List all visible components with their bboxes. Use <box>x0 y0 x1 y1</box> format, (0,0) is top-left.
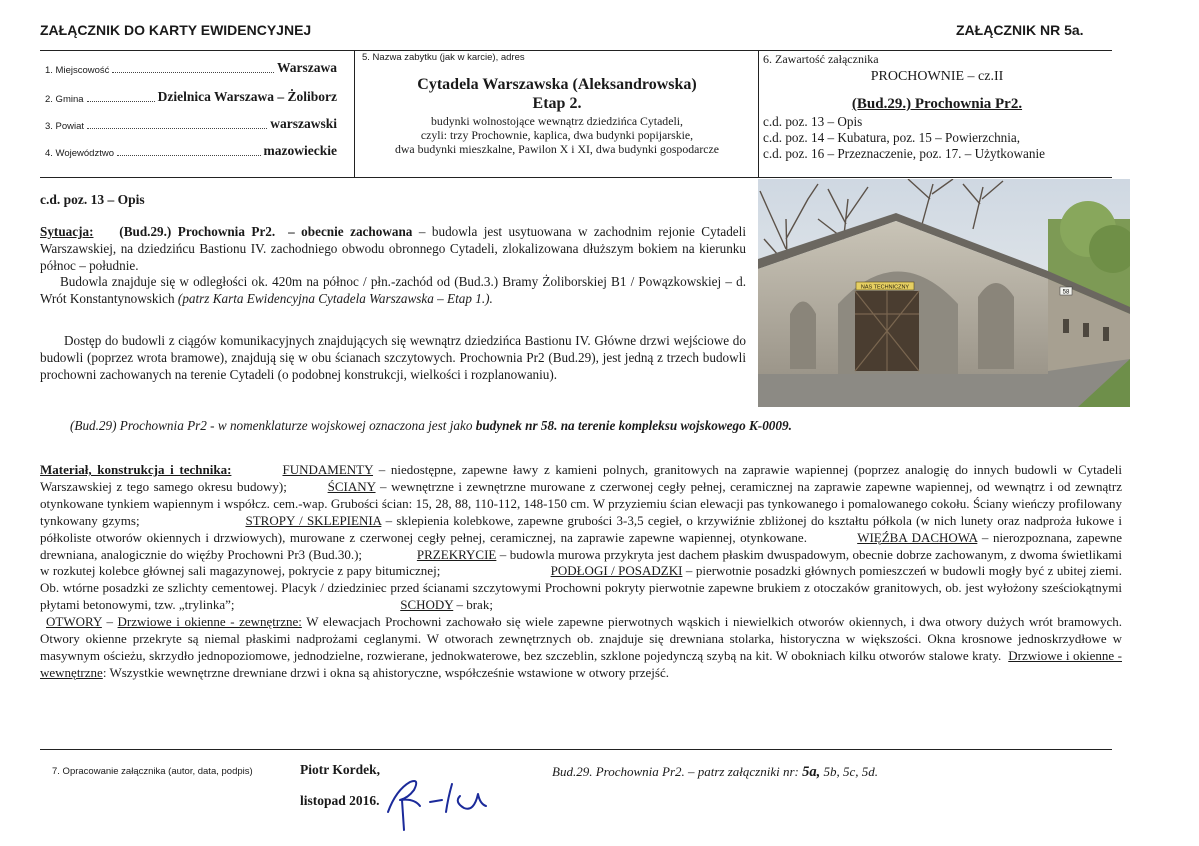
contents-label: 6. Zawartość załącznika <box>763 52 879 66</box>
field-miejscowosc: 1. Miejscowość Warszawa <box>45 60 337 76</box>
contents-title: PROCHOWNIE – cz.II <box>870 69 1004 84</box>
table-divider-1 <box>354 50 355 178</box>
contents-item: c.d. poz. 14 – Kubatura, poz. 15 – Powierzchnia, <box>763 130 1021 145</box>
contents-cell <box>763 52 1111 162</box>
monument-cell <box>358 52 756 156</box>
attachment-number: ZAŁĄCZNIK NR 5a. <box>956 22 1084 38</box>
monument-stage: Etap 2. <box>532 95 582 112</box>
contents-subtitle: (Bud.29.) Prochownia Pr2. <box>851 96 1023 112</box>
contents-item: c.d. poz. 13 – Opis <box>763 114 863 129</box>
document-title: ZAŁĄCZNIK DO KARTY EWIDENCYJNEJ <box>40 22 312 38</box>
field-powiat: 3. Powiat warszawski <box>45 116 337 132</box>
building-photo <box>758 179 1130 407</box>
footer-date: listopad 2016. <box>300 793 380 808</box>
monument-desc-1: budynki wolnostojące wewnątrz dziedzińca Cytadeli, <box>431 114 683 128</box>
field-wojewodztwo: 4. Województwo mazowieckie <box>45 143 337 159</box>
footer-author: Piotr Kordek, <box>300 762 380 777</box>
footer-separator <box>40 749 1112 750</box>
section-heading: c.d. poz. 13 – Opis <box>40 192 145 207</box>
field-gmina: 2. Gmina Dzielnica Warszawa – Żoliborz <box>45 89 337 105</box>
signature <box>380 772 500 832</box>
table-top-border <box>40 50 1112 51</box>
footer-references: Bud.29. Prochownia Pr2. – patrz załączniki nr: 5a, 5b, 5c, 5d. <box>552 764 879 780</box>
photo-number-plate: 58 <box>1062 289 1070 296</box>
nomenklatura-line: (Bud.29) Prochownia Pr2 - w nomenklaturze wojskowej oznaczona jest jako budynek nr 58. na terenie kompleksu wojskowego K-0009. <box>70 418 792 433</box>
contents-item: c.d. poz. 16 – Przeznaczenie, poz. 17. – Użytkowanie <box>763 146 1045 161</box>
sytuacja-location: Budowla znajduje się w odległości ok. 420m na północ / płn.-zachód od (Bud.3.) Bramy Żoliborskiej B1 / Powązkowskiej – d. Wrót Konstantynowskich (patrz Karta Ewidencyjna Cytadela Warszawska – Etap 1.). <box>40 274 746 306</box>
monument-desc-2: czyli: trzy Prochownie, kaplica, dwa budynki popijarskie, <box>420 128 694 142</box>
monument-desc-3: dwa budynki mieszkalne, Pawilon X i XI, dwa budynki gospodarcze <box>394 142 720 156</box>
footer-label: 7. Opracowanie załącznika (autor, data, podpis) <box>52 766 253 777</box>
monument-name: Cytadela Warszawska (Aleksandrowska) <box>417 76 697 93</box>
table-bottom-border <box>40 177 1112 178</box>
sytuacja-paragraph: Sytuacja: (Bud.29.) Prochownia Pr2. – obecnie zachowana – budowla jest usytuowana w zachodnim rejonie Cytadeli Warszawskiej, na dziedzińcu Bastionu IV. zachodniego obwodu obronnego Cytadeli, zlokalizowana dłuższym bokiem na kierunku północ – południe. <box>40 224 746 273</box>
dostep-paragraph: Dostęp do budowli z ciągów komunikacyjnych znajdujących się wewnątrz dziedzińca Bastionu IV. Główne drzwi wejściowe do budowli (poprzez wrota bramowe), znajdują się w obu ścianach szczytowych. Prochownia Pr2 (Bud.29), jest jedną z trzech budowli prochowni zachowanych na terenie Cytadeli (o podobnej konstrukcji, wielkości i rozplanowaniu). <box>40 333 746 382</box>
photo-sign: NAS TECHNICZNY <box>860 284 910 291</box>
table-divider-2 <box>758 50 759 178</box>
monument-label: 5. Nazwa zabytku (jak w karcie), adres <box>362 52 525 63</box>
material-paragraph: Materiał, konstrukcja i technika: FUNDAMENTY – niedostępne, zapewne ławy z kamieni polnych, granitowych na zaprawie wapiennej (poprzez analogię do innych budowli w Cytadeli Warszawskiej z tego samego okresu budowy); ŚCIANY – wewnętrzne i zewnętrzne murowane z czerwonej cegły pełnej, ceramicznej na zaprawie zapewne wapiennej, od wewnątrz i od zewnątrz otynkowane tynkiem wapiennym i współcz. cem.-wap. Grubości ścian: 15, 28, 88, 110-112, 148-150 cm. W przyziemiu ścian elewacji pas tynkowanego i pomalowanego cokołu. Ściany wieńczy profilowany tynkowany gzyms; STROPY / SKLEPIENIA – sklepienia kolebkowe, zapewne grubości 3-3,5 cegieł, o krzywiźnie zbliżonej do kształtu półkola (w nich lunety oraz nadproża łukowe i półkoliste otworów okiennych i drzwiowych), murowane z czerwonej cegły pełnej, ceramicznej, na zaprawie zapewne wapiennej, otynkowane. WIĘŹBA DACHOWA – nierozpoznana, zapewne drewniana, analogicznie do więźby Prochowni Pr3 (Bud.30.); PRZEKRYCIE – budowla murowa przykryta jest dachem płaskim dwuspadowym, obecnie dobrze zachowanym, z dwoma świetlikami w rozkutej kolebce głównej sali magazynowej, pokrycie z papy bitumicznej; PODŁOGI / POSADZKI – pierwotnie posadzki głównych pomieszczeń w budowli mogły być z ubitej ziemi. Ob. wtórne posadzki ze szlichty cementowej. Placyk / dziedziniec przed ścianami szczytowymi Prochowni pokryty pierwotnie zapewne brukiem z otoczaków granitowych, ob. jest wyłożony sześciokątnymi płytami betonowymi, tzw. „trylinka”; SCHODY – brak; OTWORY – Drzwiowe i okienne - zewnętrzne: W elewacjach Prochowni zachowało się wiele zapewne pierwotnych wąskich i niewielkich otworów okiennych, i dwa otwory dużych wrót bramowych. Otwory okienne przekryte są niemal płaskimi nadprożami ceglanymi. W otworach zewnętrznych ob. znajduje się drewniana stolarka, historyczna w większości. Okna krosnowe jednoskrzydłowe w masywnym ościeżu, skrzydło jednopoziomowe, jednodzielne, rozwierane, jednokwaterowe, bez szczeblin, szklone pojedynczą szybą na kit. W obokniach kilku otworów stalowe kraty. Drzwiowe i okienne - wewnętrzne: Wszystkie wewnętrzne drewniane drzwi i okna są ahistoryczne, współcześnie wstawione w otwory przejść. <box>40 462 1123 680</box>
